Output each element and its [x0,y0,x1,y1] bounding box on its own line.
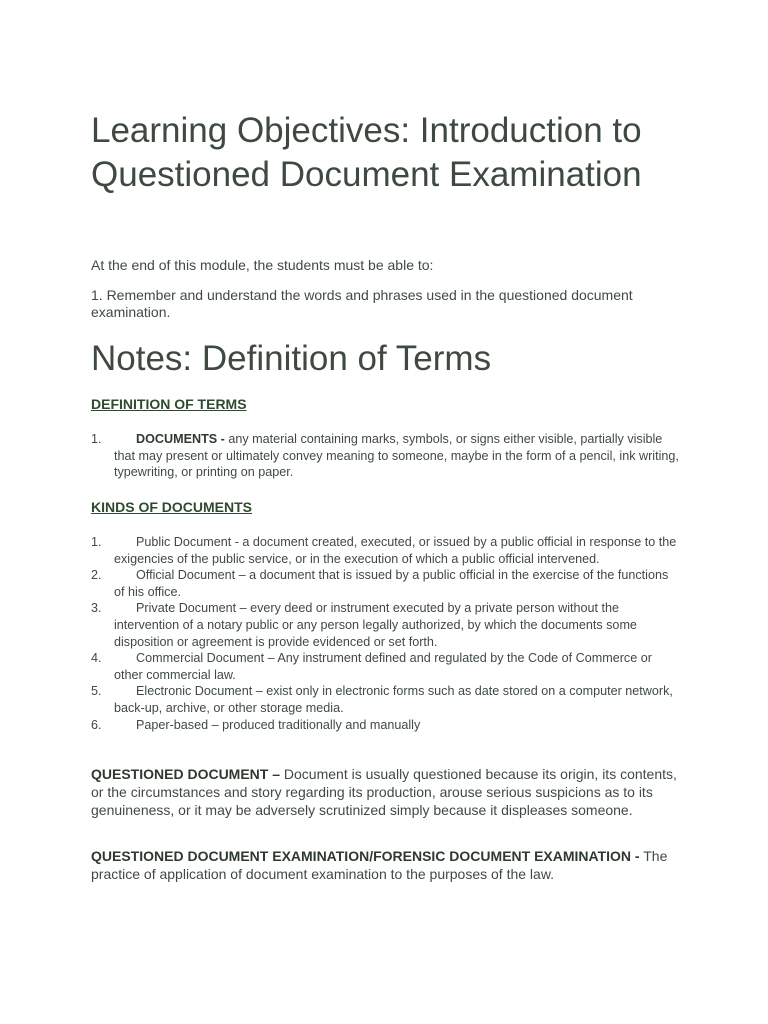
list-number: 2. [91,568,102,583]
list-item [91,683,681,716]
intro-text: At the end of this module, the students must be able to: [91,257,434,273]
list-item [91,534,681,567]
definition-item [91,431,681,481]
questioned-document-text: Document is usually questioned because its origin, its contents, or the circumstances and story regarding its production, arouse serious suspicions as to its genuineness, or it may be adversely scrutinized simply because it displeases someone. [91,766,677,818]
list-item-text: Electronic Document – exist only in electronic forms such as date stored on a computer network, back-up, archive, or other storage media. [114,684,673,715]
kinds-list [91,534,681,733]
qde-paragraph [91,847,681,883]
notes-heading: Notes: Definition of Terms [91,339,492,378]
page-title: Learning Objectives: Introduction to Questioned Document Examination [91,111,642,194]
list-number: 6. [91,717,102,732]
definition-text: any material containing marks, symbols, or signs either visible, partially visible that may present or ultimately convey meaning to someone, maybe in the form of a pencil, ink writing, typewriting, or printing on paper. [114,432,679,480]
list-item-text: Commercial Document – Any instrument defined and regulated by the Code of Commerce or other commercial law. [114,651,652,682]
list-number: 4. [91,651,102,666]
list-item-text: Private Document – every deed or instrument executed by a private person without the intervention of a notary public or any person legally authorized, by which the documents some disposition or agreement is provide evidenced or set forth. [114,601,637,649]
list-number: 1. [91,535,102,549]
objective-text: 1. Remember and understand the words and phrases used in the questioned document examination. [91,287,633,320]
kinds-of-documents-heading: KINDS OF DOCUMENTS [91,499,252,515]
questioned-document-term: QUESTIONED DOCUMENT – [91,766,281,782]
list-item [91,600,681,650]
list-item [91,567,681,600]
list-number: 1. [91,432,102,446]
definitions-list [91,431,681,481]
list-item-text: Paper-based – produced traditionally and manually [136,717,421,732]
list-number: 3. [91,601,102,616]
list-item-text: Public Document - a document created, executed, or issued by a public official in response to the exigencies of the public service, or in the execution of which a public official intervened. [114,535,677,566]
list-item [91,650,681,683]
list-item-text: Official Document – a document that is issued by a public official in the exercise of the functions of his office. [114,568,669,599]
definition-of-terms-heading: DEFINITION OF TERMS [91,396,247,412]
qde-text: The practice of application of document examination to the purposes of the law. [91,848,668,882]
qde-term: QUESTIONED DOCUMENT EXAMINATION/FORENSIC DOCUMENT EXAMINATION - [91,848,640,864]
questioned-document-paragraph [91,765,681,819]
list-number: 5. [91,684,102,699]
list-item [91,717,681,734]
definition-term: DOCUMENTS - [136,432,225,446]
